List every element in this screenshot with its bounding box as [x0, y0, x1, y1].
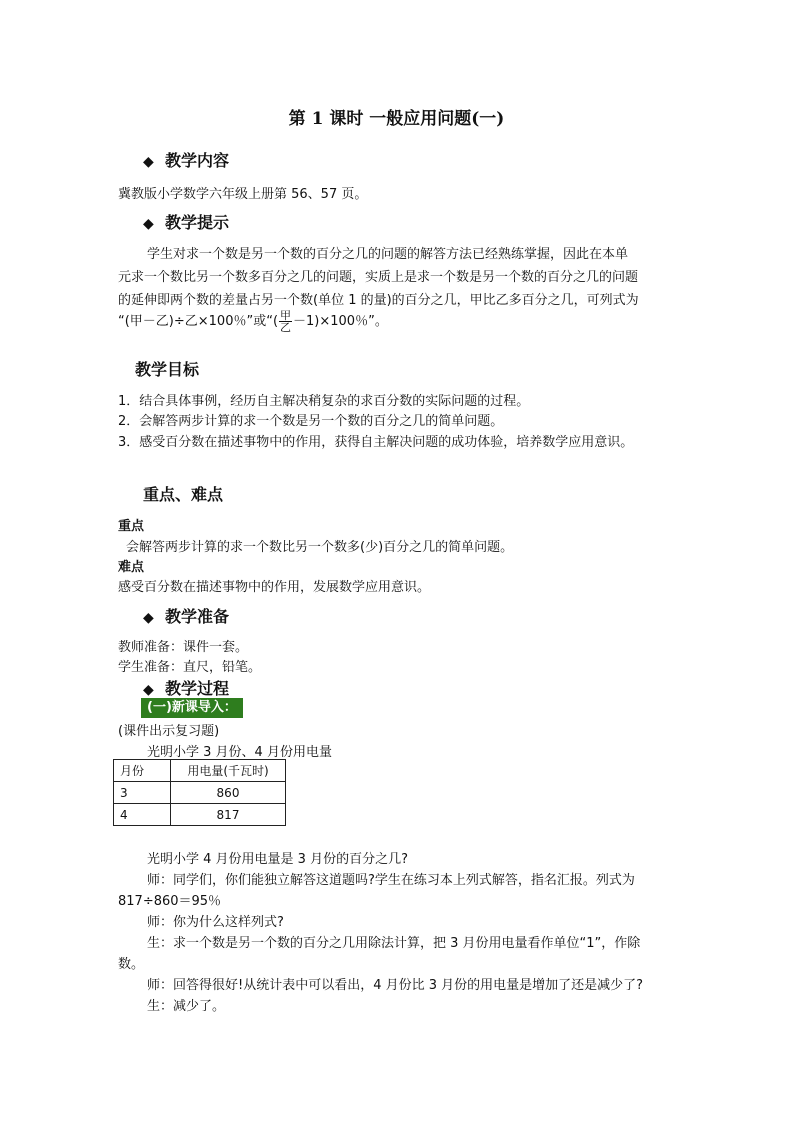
diamond-bullet-icon: ◆	[143, 610, 154, 626]
heading-goals: 教学目标	[135, 360, 200, 379]
process-line-2: 师：同学们，你们能独立解答这道题吗?学生在练习本上列式解答，指名汇报。列式为	[147, 873, 635, 888]
table-header-row	[114, 760, 286, 782]
fraction-numerator: 甲	[280, 309, 292, 322]
process-line-4: 师：你为什么这样列式?	[147, 915, 284, 930]
process-line-1: 光明小学 4 月份用电量是 3 月份的百分之几?	[147, 852, 408, 867]
table-row	[114, 782, 286, 804]
heading-hint	[143, 210, 229, 233]
difficulty-text: 感受百分数在描述事物中的作用，发展数学应用意识。	[118, 580, 431, 595]
goal-item-3: 3．感受百分数在描述事物中的作用，获得自主解决问题的成功体验，培养数学应用意识。	[118, 435, 634, 450]
fraction-denominator: 乙	[280, 321, 292, 334]
process-line-6: 数。	[118, 957, 145, 972]
courseware-note: (课件出示复习题)	[118, 724, 220, 739]
diamond-bullet-icon: ◆	[143, 682, 154, 698]
process-line-3: 817÷860＝95％	[118, 894, 222, 909]
page-title: 第 1 课时 一般应用问题(一)	[288, 109, 505, 129]
prep-teacher: 教师准备：课件一套。	[118, 640, 249, 655]
heading-process	[143, 676, 229, 699]
diamond-bullet-icon: ◆	[143, 154, 154, 170]
fraction	[279, 310, 292, 333]
heading-prep-label: 教学准备	[165, 607, 230, 626]
table-cell-month: 3	[114, 782, 171, 804]
focus-label: 重点	[118, 519, 145, 534]
formula-part-a: “(甲－乙)÷乙×100％”或“(	[118, 314, 279, 329]
heading-hint-label: 教学提示	[165, 213, 230, 232]
heading-content-label: 教学内容	[165, 151, 230, 170]
table-row	[114, 804, 286, 826]
heading-prep	[143, 604, 229, 627]
formula-part-b: －1)×100％”。	[293, 314, 388, 329]
heading-process-label: 教学过程	[165, 679, 230, 698]
heading-keypoints: 重点、难点	[143, 485, 224, 504]
content-text: 冀教版小学数学六年级上册第 56、57 页。	[118, 187, 368, 202]
process-line-5: 生：求一个数是另一个数的百分之几用除法计算，把 3 月份用电量看作单位“1”，作除	[147, 936, 641, 951]
hint-line-2: 元求一个数比另一个数多百分之几的问题，实质上是求一个数是另一个数的百分之几的问题	[118, 270, 639, 285]
table-cell-usage: 817	[171, 804, 286, 826]
process-line-7: 师：回答得很好!从统计表中可以看出，4 月份比 3 月份的用电量是增加了还是减少了?	[147, 978, 644, 993]
table-caption: 光明小学 3 月份、4 月份用电量	[147, 745, 332, 760]
table-header-usage: 用电量(千瓦时)	[171, 760, 286, 782]
diamond-bullet-icon: ◆	[143, 216, 154, 232]
hint-formula	[118, 310, 388, 333]
electricity-table	[113, 759, 286, 826]
difficulty-label: 难点	[118, 560, 145, 575]
hint-line-3: 的延伸即两个数的差量占另一个数(单位 1 的量)的百分之几，甲比乙多百分之几，可列式为	[118, 293, 639, 308]
table-cell-usage: 860	[171, 782, 286, 804]
focus-text: 会解答两步计算的求一个数比另一个数多(少)百分之几的简单问题。	[126, 540, 514, 555]
hint-line-1: 学生对求一个数是另一个数的百分之几的问题的解答方法已经熟练掌握，因此在本单	[147, 247, 629, 262]
table-header-month: 月份	[114, 760, 171, 782]
process-line-8: 生：减少了。	[147, 999, 226, 1014]
new-lesson-label: (一)新课导入：	[141, 698, 243, 718]
heading-content	[143, 148, 229, 171]
goal-item-1: 1．结合具体事例，经历自主解决稍复杂的求百分数的实际问题的过程。	[118, 394, 530, 409]
goal-item-2: 2．会解答两步计算的求一个数是另一个数的百分之几的简单问题。	[118, 414, 504, 429]
table-cell-month: 4	[114, 804, 171, 826]
prep-student: 学生准备：直尺，铅笔。	[118, 660, 262, 675]
